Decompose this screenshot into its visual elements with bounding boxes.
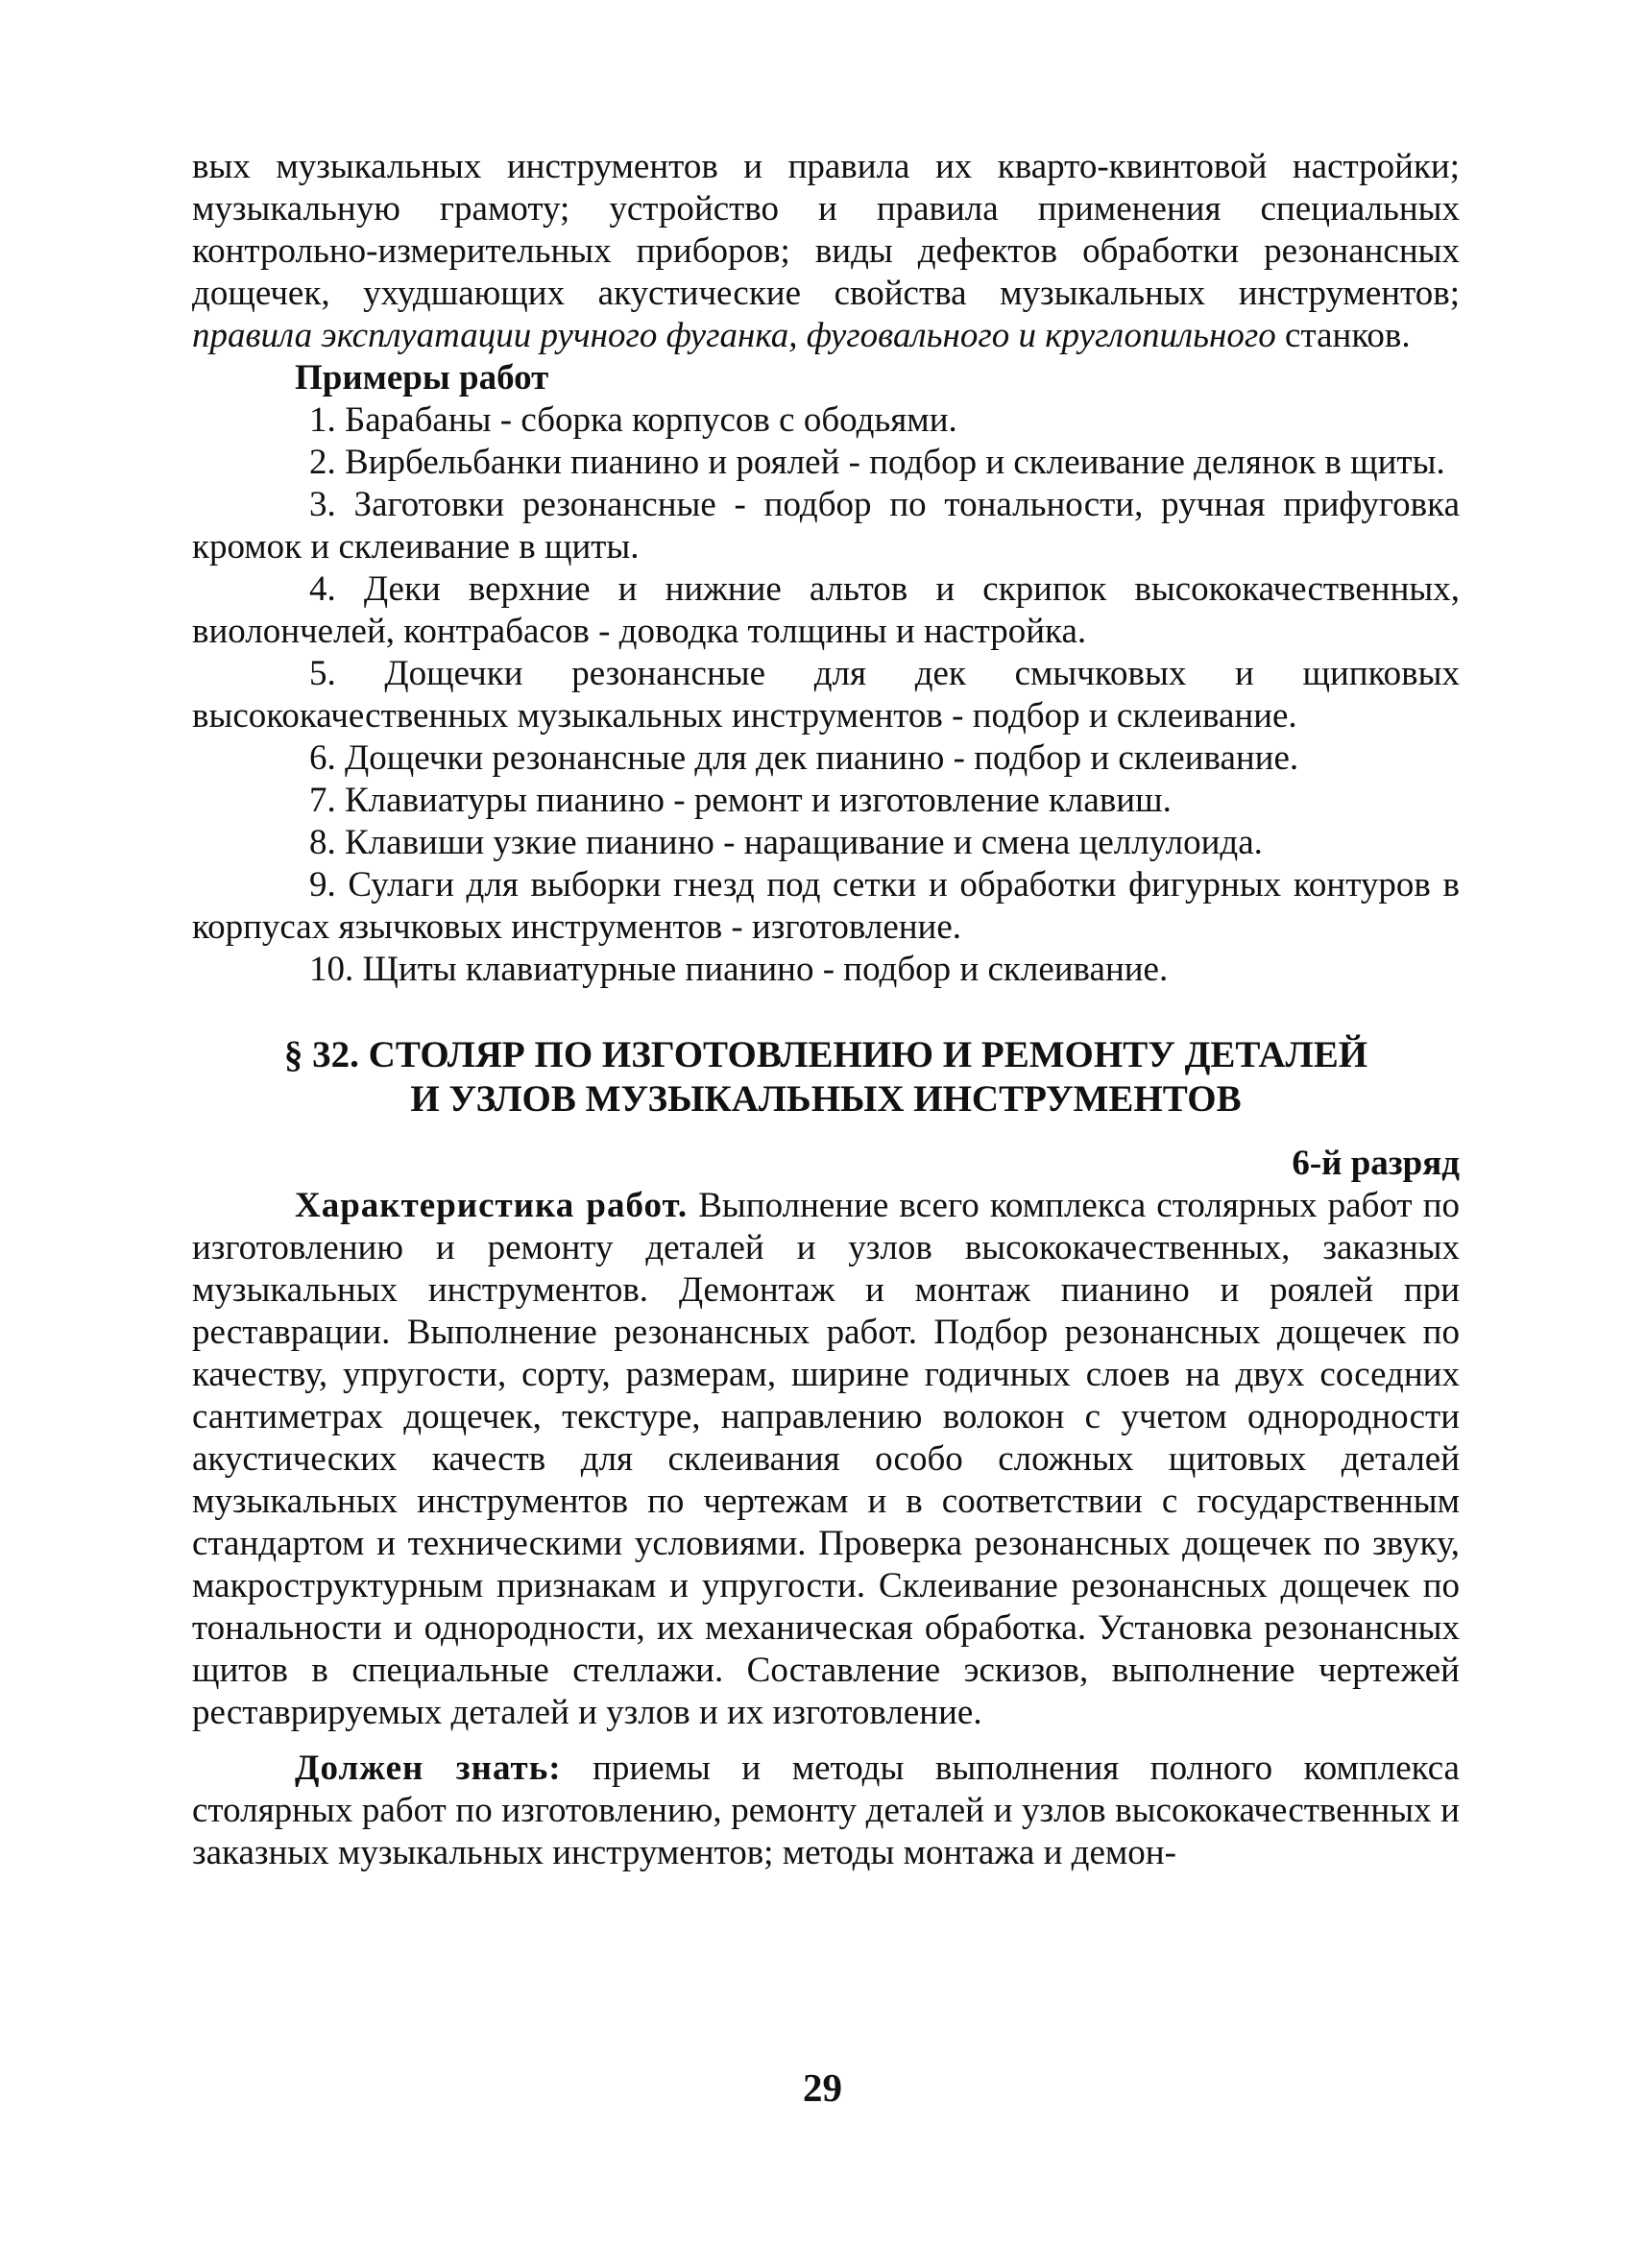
example-item-7: 7. Клавиатуры пианино - ремонт и изготовление клавиш.	[309, 781, 1172, 820]
example-item-6: 6. Дощечки резонансные для дек пианино - подбор и склеивание.	[309, 738, 1299, 778]
grade-label: 6-й разряд	[1292, 1144, 1460, 1183]
continuation-italic-text: правила эксплуатации ручного фуганка, фуговального и круглопильного	[192, 316, 1276, 355]
example-item-9: 9. Сулаги для выборки гнезд под сетки и обработки фигурных контуров в корпусах язычковых инструментов - изготовление.	[192, 865, 1460, 947]
characteristics-label: Характеристика работ.	[295, 1186, 689, 1225]
example-item-3: 3. Заготовки резонансные - подбор по тональности, ручная прифуговка кромок и склеивание в щиты.	[192, 485, 1460, 567]
knowledge-text: приемы и методы выполнения полного комплекса столярных работ по изготовлению, ремонту деталей и узлов высококачественных и заказных музыкальных инструментов; методы монтажа и демон-	[192, 1749, 1460, 1872]
continuation-tail-text: станков.	[1285, 316, 1411, 355]
knowledge-paragraph	[192, 1748, 1460, 1874]
examples-list	[192, 399, 1460, 991]
example-item-1: 1. Барабаны - сборка корпусов с ободьями.	[309, 400, 957, 440]
section-title-line-1: § 32. СТОЛЯР ПО ИЗГОТОВЛЕНИЮ И РЕМОНТУ ДЕТАЛЕЙ	[283, 1034, 1368, 1075]
document-page	[192, 146, 1460, 1874]
example-item-10: 10. Щиты клавиатурные пианино - подбор и склеивание.	[309, 950, 1169, 989]
continuation-paragraph	[192, 146, 1460, 357]
example-item-4: 4. Деки верхние и нижние альтов и скрипок высококачественных, виолончелей, контрабасов - доводка толщины и настройка.	[192, 569, 1460, 651]
example-item-8: 8. Клавиши узкие пианино - наращивание и смена целлулоида.	[309, 823, 1263, 862]
section-title	[192, 1033, 1460, 1122]
page-number: 29	[803, 2065, 842, 2110]
section-title-line-2: И УЗЛОВ МУЗЫКАЛЬНЫХ ИНСТРУМЕНТОВ	[410, 1078, 1242, 1120]
examples-heading: Примеры работ	[295, 358, 549, 398]
paragraph-gap	[192, 1734, 1460, 1748]
continuation-text: вых музыкальных инструментов и правила их кварто-квинтовой настройки; музыкальную грамоту; устройство и правила применения специальных контрольно-измерительных приборов; виды дефектов обработки резонансных дощечек, ухудшающих акустические свойства музыкальных инструментов;	[192, 147, 1460, 313]
example-item-5: 5. Дощечки резонансные для дек смычковых и щипковых высококачественных музыкальных инструментов - подбор и склеивание.	[192, 654, 1460, 736]
characteristics-text: Выполнение всего комплекса столярных работ по изготовлению и ремонту деталей и узлов высококачественных, заказных музыкальных инструментов. Демонтаж и монтаж пианино и роялей при реставрации. Выполнение резонансных работ. Подбор резонансных дощечек по качеству, упругости, сорту, размерам, ширине годичных слоев на двух соседних сантиметрах дощечек, текстуре, направлению волокон с учетом однородности акустических качеств для склеивания особо сложных щитовых деталей музыкальных инструментов по чертежам и в соответствии с государственным стандартом и техническими условиями. Проверка резонансных дощечек по звуку, макроструктурным признакам и упругости. Склеивание резонансных дощечек по тональности и однородности, их механическая обработка. Установка резонансных щитов в специальные стеллажи. Составление эскизов, выполнение чертежей реставрируемых деталей и узлов и их изготовление.	[192, 1186, 1460, 1732]
example-item-2: 2. Вирбельбанки пианино и роялей - подбор и склеивание делянок в щиты.	[309, 443, 1445, 482]
knowledge-label: Должен знать:	[295, 1749, 562, 1788]
characteristics-paragraph	[192, 1185, 1460, 1734]
